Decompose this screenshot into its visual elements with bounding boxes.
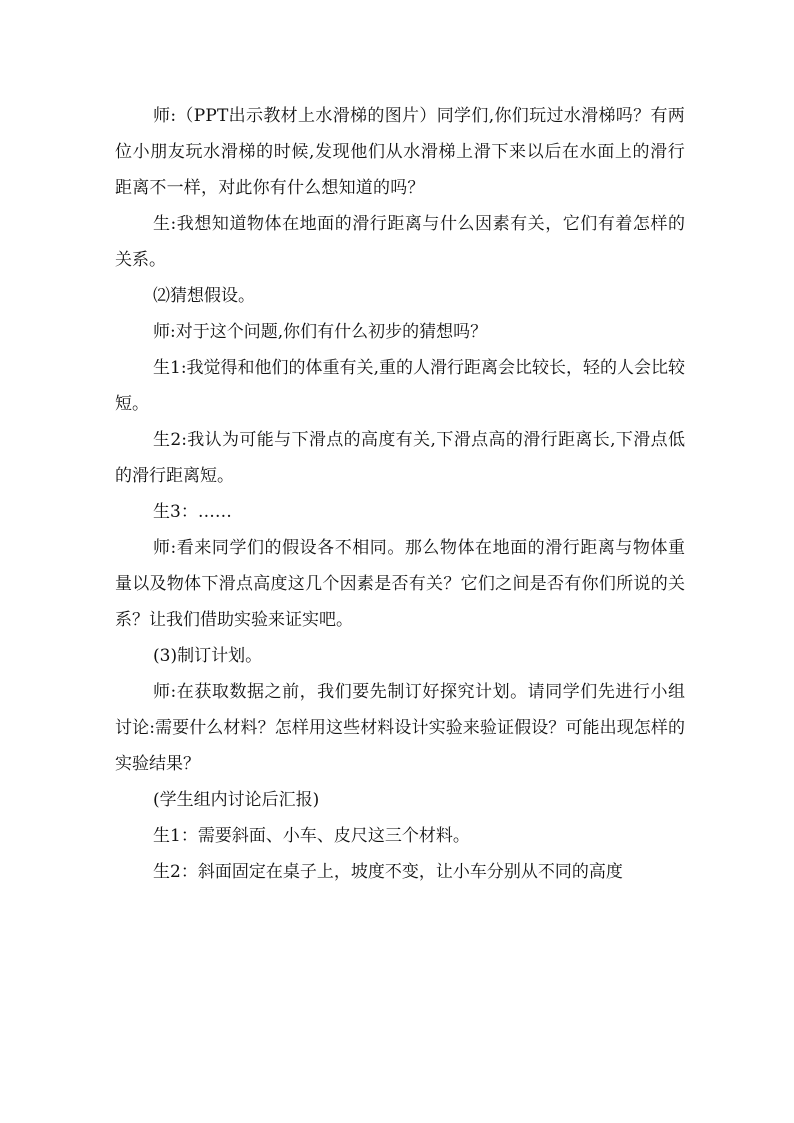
document-body xyxy=(115,98,685,890)
paragraph-student-1-materials: 生1：需要斜面、小车、皮尺这三个材料。 xyxy=(153,826,470,846)
paragraph-student-2-height: 生2:我认为可能与下滑点的高度有关,下滑点高的滑行距离长,下滑点低的滑行距离短。 xyxy=(115,430,685,486)
paragraph-teacher-summary: 师:看来同学们的假设各不相同。那么物体在地面的滑行距离与物体重量以及物体下滑点高度这几个因素是否有关？它们之间是否有你们所说的关系？让我们借助实验来证实吧。 xyxy=(115,538,685,630)
paragraph-student-1-weight: 生1:我觉得和他们的体重有关,重的人滑行距离会比较长，轻的人会比较短。 xyxy=(115,358,685,414)
paragraph-step-hypothesis: ⑵猜想假设。 xyxy=(153,286,255,306)
paragraph-teacher-hypothesis: 师:对于这个问题,你们有什么初步的猜想吗？ xyxy=(153,322,488,342)
paragraph-student-2-method: 生2：斜面固定在桌子上，坡度不变，让小车分别从不同的高度 xyxy=(153,862,623,882)
paragraph-group-discussion: (学生组内讨论后汇报) xyxy=(153,790,320,810)
paragraph-student-3: 生3：…… xyxy=(153,502,232,522)
paragraph-teacher-plan: 师:在获取数据之前，我们要先制订好探究计划。请同学们先进行小组讨论:需要什么材料？怎样用这些材料设计实验来验证假设？可能出现怎样的实验结果？ xyxy=(115,682,685,774)
paragraph-step-plan: (3)制订计划。 xyxy=(153,646,263,666)
paragraph-student-question: 生:我想知道物体在地面的滑行距离与什么因素有关，它们有着怎样的关系。 xyxy=(115,214,685,270)
paragraph-teacher-intro: 师:（PPT出示教材上水滑梯的图片）同学们,你们玩过水滑梯吗？有两位小朋友玩水滑梯的时候,发现他们从水滑梯上滑下来以后在水面上的滑行距离不一样，对此你有什么想知道的吗？ xyxy=(115,106,685,198)
